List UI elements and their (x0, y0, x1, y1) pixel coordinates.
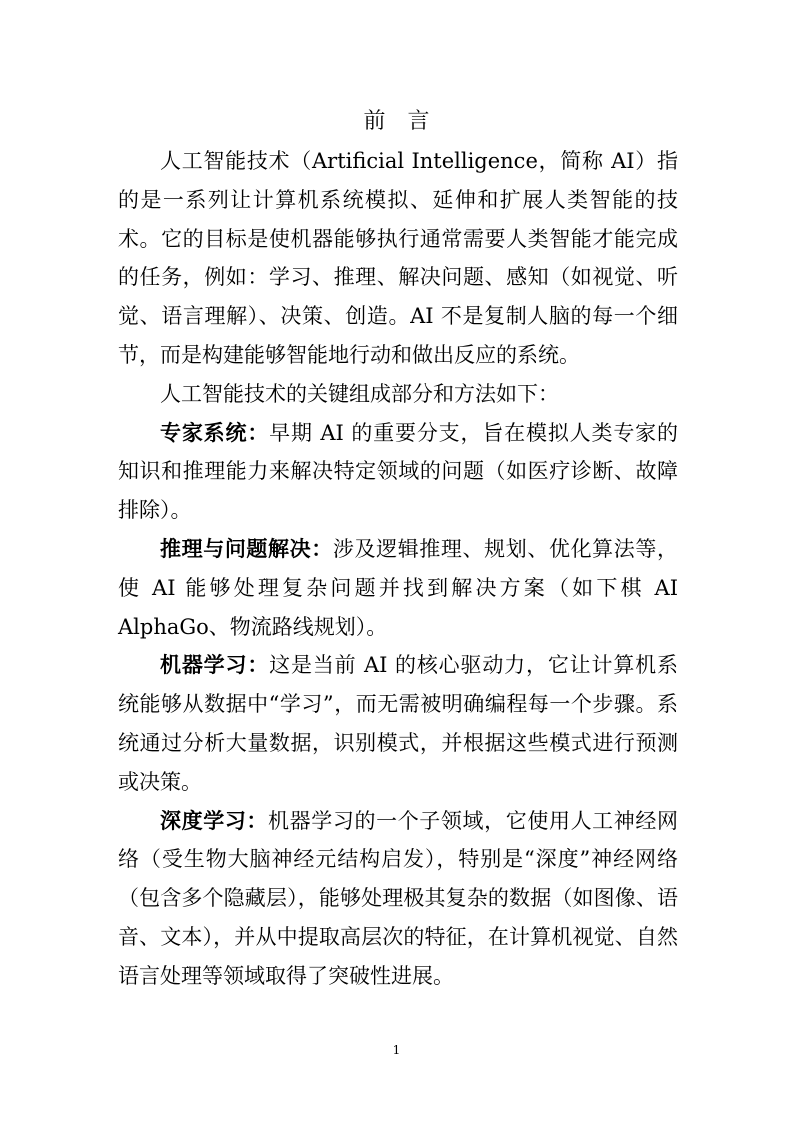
title-char-2: 言 (407, 109, 430, 134)
section-heading: 推理与问题解决： (160, 536, 333, 561)
section-heading: 深度学习： (160, 808, 269, 833)
section-text: 机器学习的一个子领域，它使用人工神经网络（受生物大脑神经元结构启发），特别是“深度”神经网络（包含多个隐藏层），能够处理极其复杂的数据（如图像、语音、文本），并从中提取高层次的特征，在计算机视觉、自然语言处理等领域取得了突破性进展。 (118, 808, 679, 988)
section-machine-learning (118, 646, 678, 801)
intro-paragraph: 人工智能技术（Artificial Intelligence，简称 AI）指的是一系列让计算机系统模拟、延伸和扩展人类智能的技术。它的目标是使机器能够执行通常需要人类智能才能完成的任务，例如：学习、推理、解决问题、感知（如视觉、听觉、语言理解）、决策、创造。AI 不是复制人脑的每一个细节，而是构建能够智能地行动和做出反应的系统。 (118, 149, 678, 367)
page-title (0, 104, 793, 135)
components-intro-paragraph: 人工智能技术的关键组成部分和方法如下： (160, 381, 559, 406)
section-deep-learning (118, 802, 678, 996)
section-heading: 专家系统： (160, 420, 270, 445)
body-text (118, 142, 678, 996)
page-number: 1 (392, 1043, 401, 1057)
section-heading: 机器学习： (160, 653, 270, 678)
section-text: 涉及逻辑推理、规划、优化算法等，使 AI 能够处理复杂问题并找到解决方案（如下棋 AI AlphaGo、物流路线规划）。 (118, 536, 679, 639)
section-text: 早期 AI 的重要分支，旨在模拟人类专家的知识和推理能力来解决特定领域的问题（如医疗诊断、故障排除）。 (118, 420, 678, 523)
section-expert-systems (118, 414, 678, 530)
section-reasoning (118, 530, 678, 646)
section-text: 这是当前 AI 的核心驱动力，它让计算机系统能够从数据中“学习”，而无需被明确编程每一个步骤。系统通过分析大量数据，识别模式，并根据这些模式进行预测或决策。 (118, 653, 678, 794)
title-char-1: 前 (363, 109, 386, 134)
